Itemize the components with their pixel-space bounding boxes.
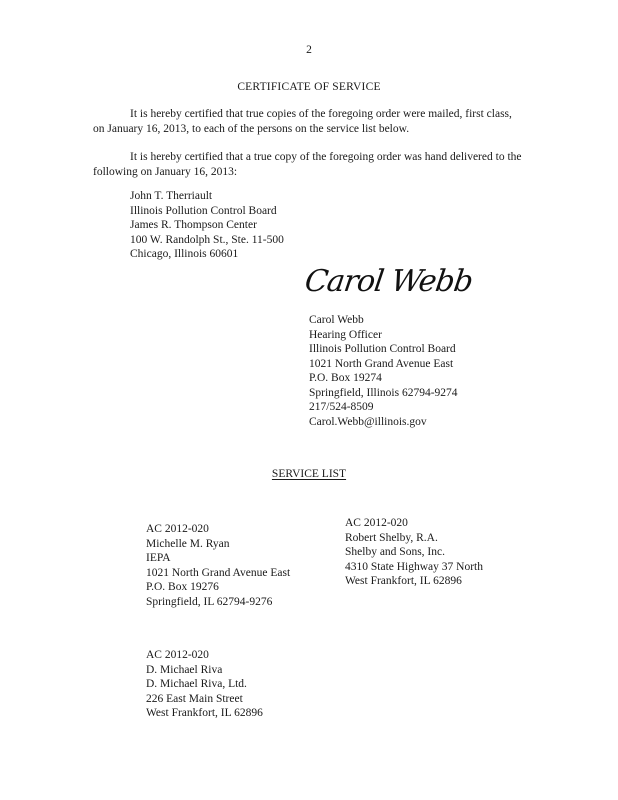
recipient-organization: IEPA <box>146 552 171 564</box>
recipient-organization: D. Michael Riva, Ltd. <box>146 678 247 690</box>
case-number: AC 2012-020 <box>345 517 408 529</box>
recipient-city-state-zip: West Frankfort, IL 62896 <box>146 707 263 719</box>
hand-delivery-certification-paragraph <box>93 150 525 179</box>
service-list-title: SERVICE LIST <box>271 468 347 480</box>
recipient-street: 1021 North Grand Avenue East <box>146 566 291 579</box>
signature-block-line: Springfield, Illinois 62794-9274 <box>309 386 458 399</box>
email-address: Carol.Webb@illinois.gov <box>309 415 427 428</box>
recipient-name: D. Michael Riva <box>146 663 223 676</box>
recipient-name: Robert Shelby, R.A. <box>345 531 438 544</box>
recipient-city-state-zip: Springfield, IL 62794-9276 <box>146 595 273 608</box>
mail-certification-text: It is hereby certified that true copies of the foregoing order were mailed, first class, on January 16, 2013, to each of the persons on the service list below. <box>93 108 512 135</box>
signature-block-line: 1021 North Grand Avenue East <box>309 357 454 370</box>
signature-block-line: Hearing Officer <box>309 328 382 341</box>
recipient-po-box: P.O. Box 19276 <box>146 581 219 593</box>
address-line: James R. Thompson Center <box>130 219 257 231</box>
address-line: John T. Therriault <box>130 190 213 202</box>
recipient-city-state-zip: West Frankfort, IL 62896 <box>345 575 462 587</box>
handwritten-signature: Carol Webb <box>302 264 475 299</box>
signature-block-line: 217/524-8509 <box>309 401 374 413</box>
address-line: Chicago, Illinois 60601 <box>130 248 239 260</box>
hand-delivery-recipient-address <box>130 189 284 262</box>
case-number: AC 2012-020 <box>146 649 209 661</box>
recipient-street: 226 East Main Street <box>146 692 243 705</box>
hearing-officer-signature-block <box>309 313 458 429</box>
hand-delivery-certification-text: It is hereby certified that a true copy of the foregoing order was hand delivered to the following on January 16, 2013: <box>93 151 522 178</box>
service-list-entry-ryan <box>146 522 290 609</box>
signature-block-line: Carol Webb <box>309 314 364 326</box>
case-number: AC 2012-020 <box>146 523 209 535</box>
address-line: 100 W. Randolph St., Ste. 11-500 <box>130 233 284 246</box>
address-line: Illinois Pollution Control Board <box>130 204 277 217</box>
service-list-entry-riva <box>146 648 263 721</box>
recipient-street: 4310 State Highway 37 North <box>345 560 483 573</box>
signature-block-line: Illinois Pollution Control Board <box>309 343 456 355</box>
signature-block-line: P.O. Box 19274 <box>309 372 382 384</box>
recipient-organization: Shelby and Sons, Inc. <box>345 546 445 558</box>
recipient-name: Michelle M. Ryan <box>146 537 230 550</box>
service-list-entry-shelby <box>345 516 483 589</box>
mail-certification-paragraph <box>93 107 525 136</box>
page-number: 2 <box>306 44 312 56</box>
certificate-title: CERTIFICATE OF SERVICE <box>237 81 381 93</box>
